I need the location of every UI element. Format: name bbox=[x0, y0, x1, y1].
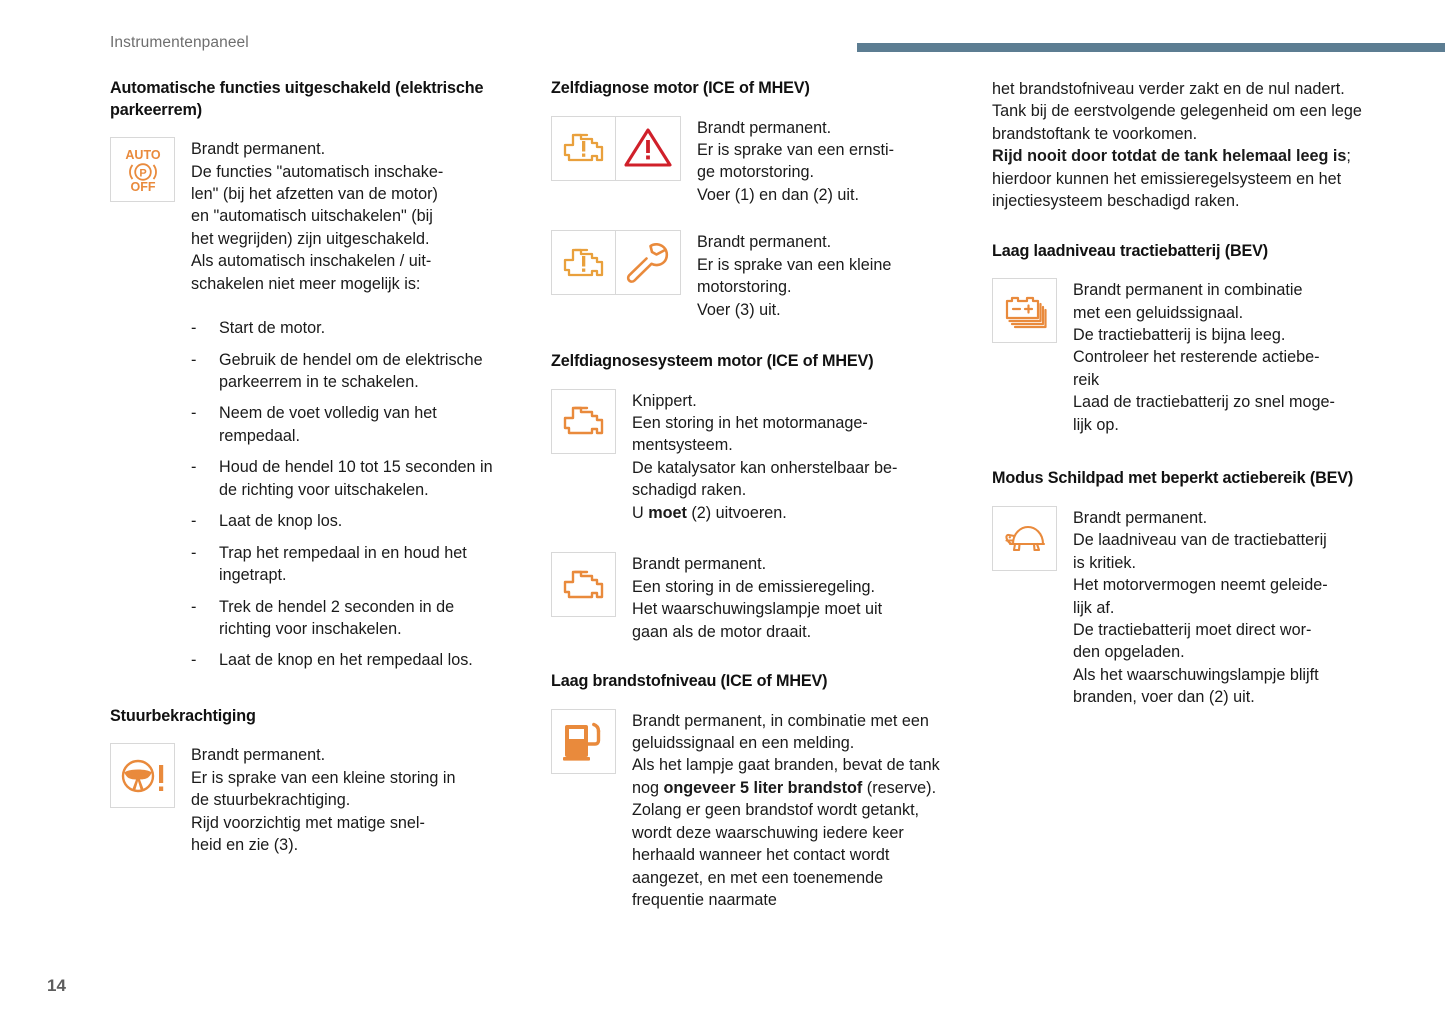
section-title-low-traction-battery: Laag laadniveau tractiebatterij (BEV) bbox=[992, 241, 1269, 260]
entry-text-low-traction-battery bbox=[1073, 278, 1387, 436]
svg-text:OFF: OFF bbox=[130, 179, 155, 194]
dash-marker: - bbox=[191, 319, 197, 338]
line: en "automatisch uitschakelen" (bij bbox=[191, 207, 433, 226]
section-engine-self-diagnosis-system bbox=[551, 351, 946, 643]
line: Knippert. bbox=[632, 391, 697, 410]
dash-marker: - bbox=[191, 512, 197, 531]
entry-power-steering bbox=[110, 743, 505, 856]
section-engine-self-diagnosis bbox=[551, 78, 946, 321]
icon-group bbox=[992, 278, 1057, 343]
entry-turtle-mode bbox=[992, 506, 1387, 709]
line: het wegrijden) zijn uitgeschakeld. bbox=[191, 229, 430, 248]
section-low-fuel-level bbox=[551, 671, 946, 911]
line: Rijd voorzichtig met matige snel- bbox=[191, 813, 425, 832]
engine-icon bbox=[551, 552, 616, 617]
entry-text-low-fuel: Brandt permanent, in combinatie met een geluidssignaal en een melding. Als het lampje gaat branden, bevat de tank nog ongeveer 5 liter brandstof (reserve). Zolang er geen brandstof wordt getankt, wordt deze waarschuwing iedere keer herhaald wanneer het contact wordt aangezet, en met een toenemende frequentie naarmate bbox=[632, 711, 940, 910]
section-title-low-fuel-level: Laag brandstofniveau (ICE of MHEV) bbox=[551, 671, 828, 690]
entry-low-fuel bbox=[551, 709, 946, 912]
entry-text-auto-p-off bbox=[191, 137, 505, 295]
line: heid en zie (3). bbox=[191, 836, 299, 855]
line: Brandt permanent. bbox=[1073, 508, 1208, 527]
dash-marker: - bbox=[191, 543, 197, 562]
line: len" (bij het afzetten van de motor) bbox=[191, 184, 438, 203]
line: Als automatisch inschakelen / uit- bbox=[191, 252, 432, 271]
list-item-label: Trek de hendel 2 seconden in de richting voor inschakelen. bbox=[219, 597, 455, 638]
auto-functions-bullet-block bbox=[110, 317, 505, 672]
line: Brandt permanent. bbox=[191, 140, 326, 159]
fuel-pump-icon bbox=[551, 709, 616, 774]
line: Laad de tractiebatterij zo snel moge- bbox=[1073, 393, 1335, 412]
icon-group bbox=[110, 137, 175, 202]
list-item-label: Trap het rempedaal in en houd het ingetrapt. bbox=[219, 543, 467, 585]
icon-group bbox=[551, 116, 681, 181]
line: Het waarschuwingslampje moet uit bbox=[632, 600, 883, 619]
line: Er is sprake van een ernsti- bbox=[697, 140, 895, 159]
icon-group bbox=[110, 743, 175, 808]
list-item-label: Houd de hendel 10 tot 15 seconden in de richting voor uitschakelen. bbox=[219, 458, 493, 499]
list-item-label: Laat de knop en het rempedaal los. bbox=[219, 651, 473, 670]
svg-text:AUTO: AUTO bbox=[124, 147, 161, 162]
page-columns bbox=[110, 78, 1390, 937]
entry-serious-engine-fault bbox=[551, 116, 946, 207]
list-item bbox=[191, 510, 505, 532]
line: Het motorvermogen neemt geleide- bbox=[1073, 576, 1328, 595]
section-auto-functions-disabled bbox=[110, 78, 505, 672]
engine-warning-icon bbox=[551, 230, 616, 295]
dash-marker: - bbox=[191, 458, 197, 477]
dash-marker: - bbox=[191, 597, 197, 616]
line: Brandt permanent. bbox=[632, 555, 767, 574]
line: Er is sprake van een kleine bbox=[697, 255, 892, 274]
line: De functies "automatisch inschake- bbox=[191, 162, 444, 181]
line: Een storing in de emissieregeling. bbox=[632, 577, 875, 596]
line: Een storing in het motormanage- bbox=[632, 414, 868, 433]
line: De katalysator kan onherstelbaar be- bbox=[632, 458, 898, 477]
list-item bbox=[191, 456, 505, 501]
line: branden, voer dan (2) uit. bbox=[1073, 688, 1255, 707]
wrench-icon bbox=[616, 230, 681, 295]
section-title-engine-self-diagnosis: Zelfdiagnose motor (ICE of MHEV) bbox=[551, 79, 810, 97]
list-item-label: Start de motor. bbox=[219, 319, 326, 338]
section-low-traction-battery bbox=[992, 241, 1387, 437]
column-middle bbox=[551, 78, 946, 937]
line: Voer (1) en dan (2) uit. bbox=[697, 185, 859, 204]
section-title-auto-functions-disabled: Automatische functies uitgeschakeld (elektrische parkeerrem) bbox=[110, 79, 484, 119]
section-turtle-mode bbox=[992, 468, 1387, 708]
steering-wheel-warning-icon bbox=[110, 743, 175, 808]
line: De laadniveau van de tractiebatterij bbox=[1073, 531, 1327, 550]
engine-warning-icon bbox=[551, 116, 616, 181]
entry-low-traction-battery bbox=[992, 278, 1387, 436]
icon-group bbox=[551, 552, 616, 617]
line: De tractiebatterij moet direct wor- bbox=[1073, 620, 1312, 639]
entry-text-emission-control-fault bbox=[632, 552, 946, 643]
list-item-label: Laat de knop los. bbox=[219, 512, 343, 531]
list-item-label: Gebruik de hendel om de elektrische parkeerrem in te schakelen. bbox=[219, 350, 483, 392]
section-power-steering bbox=[110, 706, 505, 857]
column-right bbox=[992, 78, 1387, 937]
turtle-icon bbox=[992, 506, 1057, 571]
auto-functions-steps-list bbox=[191, 317, 505, 672]
line: is kritiek. bbox=[1073, 553, 1136, 572]
page-header-title: Instrumentenpaneel bbox=[110, 34, 249, 51]
list-item-label: Neem de voet volledig van het rempedaal. bbox=[219, 404, 437, 445]
icon-group bbox=[992, 506, 1057, 571]
dash-marker: - bbox=[191, 350, 197, 369]
engine-icon bbox=[551, 389, 616, 454]
line: Controleer het resterende actiebe- bbox=[1073, 348, 1320, 367]
line: ge motorstoring. bbox=[697, 163, 814, 182]
section-title-engine-self-diagnosis-system: Zelfdiagnosesysteem motor (ICE of MHEV) bbox=[551, 352, 874, 371]
list-item bbox=[191, 596, 505, 641]
entry-text-serious-engine-fault bbox=[697, 116, 946, 207]
entry-text-minor-engine-fault bbox=[697, 230, 946, 321]
rich-line: U moet (2) uitvoeren. bbox=[632, 503, 787, 522]
red-warning-triangle-icon bbox=[616, 116, 681, 181]
line: lijk af. bbox=[1073, 598, 1115, 617]
entry-emission-control-fault bbox=[551, 552, 946, 643]
fuel-text-continuation: het brandstofniveau verder zakt en de nul nadert. Tank bij de eerstvolgende gelegenheid om een lege brandstoftank te voorkomen. Rijd nooit door totdat de tank helemaal leeg is; hierdoor kunnen het emissieregelsysteem en het injectiesysteem beschadigd raken. bbox=[992, 80, 1362, 211]
section-title-turtle-mode: Modus Schildpad met beperkt actiebereik (BEV) bbox=[992, 469, 1354, 488]
line: de stuurbekrachtiging. bbox=[191, 791, 351, 810]
page-header bbox=[0, 0, 1445, 62]
icon-group bbox=[551, 709, 616, 774]
svg-text:P: P bbox=[138, 167, 147, 180]
line: Als het waarschuwingslampje blijft bbox=[1073, 665, 1319, 684]
dash-marker: - bbox=[191, 651, 197, 670]
list-item bbox=[191, 317, 505, 339]
dash-marker: - bbox=[191, 404, 197, 423]
line: schadigd raken. bbox=[632, 481, 747, 500]
entry-text-turtle-mode bbox=[1073, 506, 1387, 709]
line: Voer (3) uit. bbox=[697, 300, 781, 319]
entry-text-engine-management-fault bbox=[632, 389, 946, 525]
line: motorstoring. bbox=[697, 278, 792, 297]
list-item bbox=[191, 402, 505, 447]
list-item bbox=[191, 349, 505, 394]
line: schakelen niet meer mogelijk is: bbox=[191, 274, 421, 293]
line: gaan als de motor draait. bbox=[632, 622, 812, 641]
icon-group bbox=[551, 230, 681, 295]
list-item bbox=[191, 649, 505, 671]
page-number: 14 bbox=[47, 976, 66, 995]
line: met een geluidssignaal. bbox=[1073, 303, 1244, 322]
line: lijk op. bbox=[1073, 415, 1119, 434]
section-title-power-steering: Stuurbekrachtiging bbox=[110, 706, 256, 725]
line: Brandt permanent in combinatie bbox=[1073, 281, 1303, 300]
line: Er is sprake van een kleine storing in bbox=[191, 768, 456, 787]
list-item bbox=[191, 542, 505, 587]
line: mentsysteem. bbox=[632, 436, 733, 455]
traction-battery-icon bbox=[992, 278, 1057, 343]
entry-engine-management-fault bbox=[551, 389, 946, 525]
line: Brandt permanent. bbox=[697, 233, 832, 252]
line: De tractiebatterij is bijna leeg. bbox=[1073, 326, 1286, 345]
column-left bbox=[110, 78, 505, 937]
line: reik bbox=[1073, 370, 1100, 389]
line: Brandt permanent. bbox=[191, 746, 326, 765]
auto-p-off-icon bbox=[110, 137, 175, 202]
entry-text-power-steering bbox=[191, 743, 505, 856]
entry-minor-engine-fault bbox=[551, 230, 946, 321]
icon-group bbox=[551, 389, 616, 454]
line: Brandt permanent. bbox=[697, 118, 832, 137]
entry-auto-p-off bbox=[110, 137, 505, 295]
header-accent-rule bbox=[857, 43, 1445, 52]
line: den opgeladen. bbox=[1073, 643, 1185, 662]
